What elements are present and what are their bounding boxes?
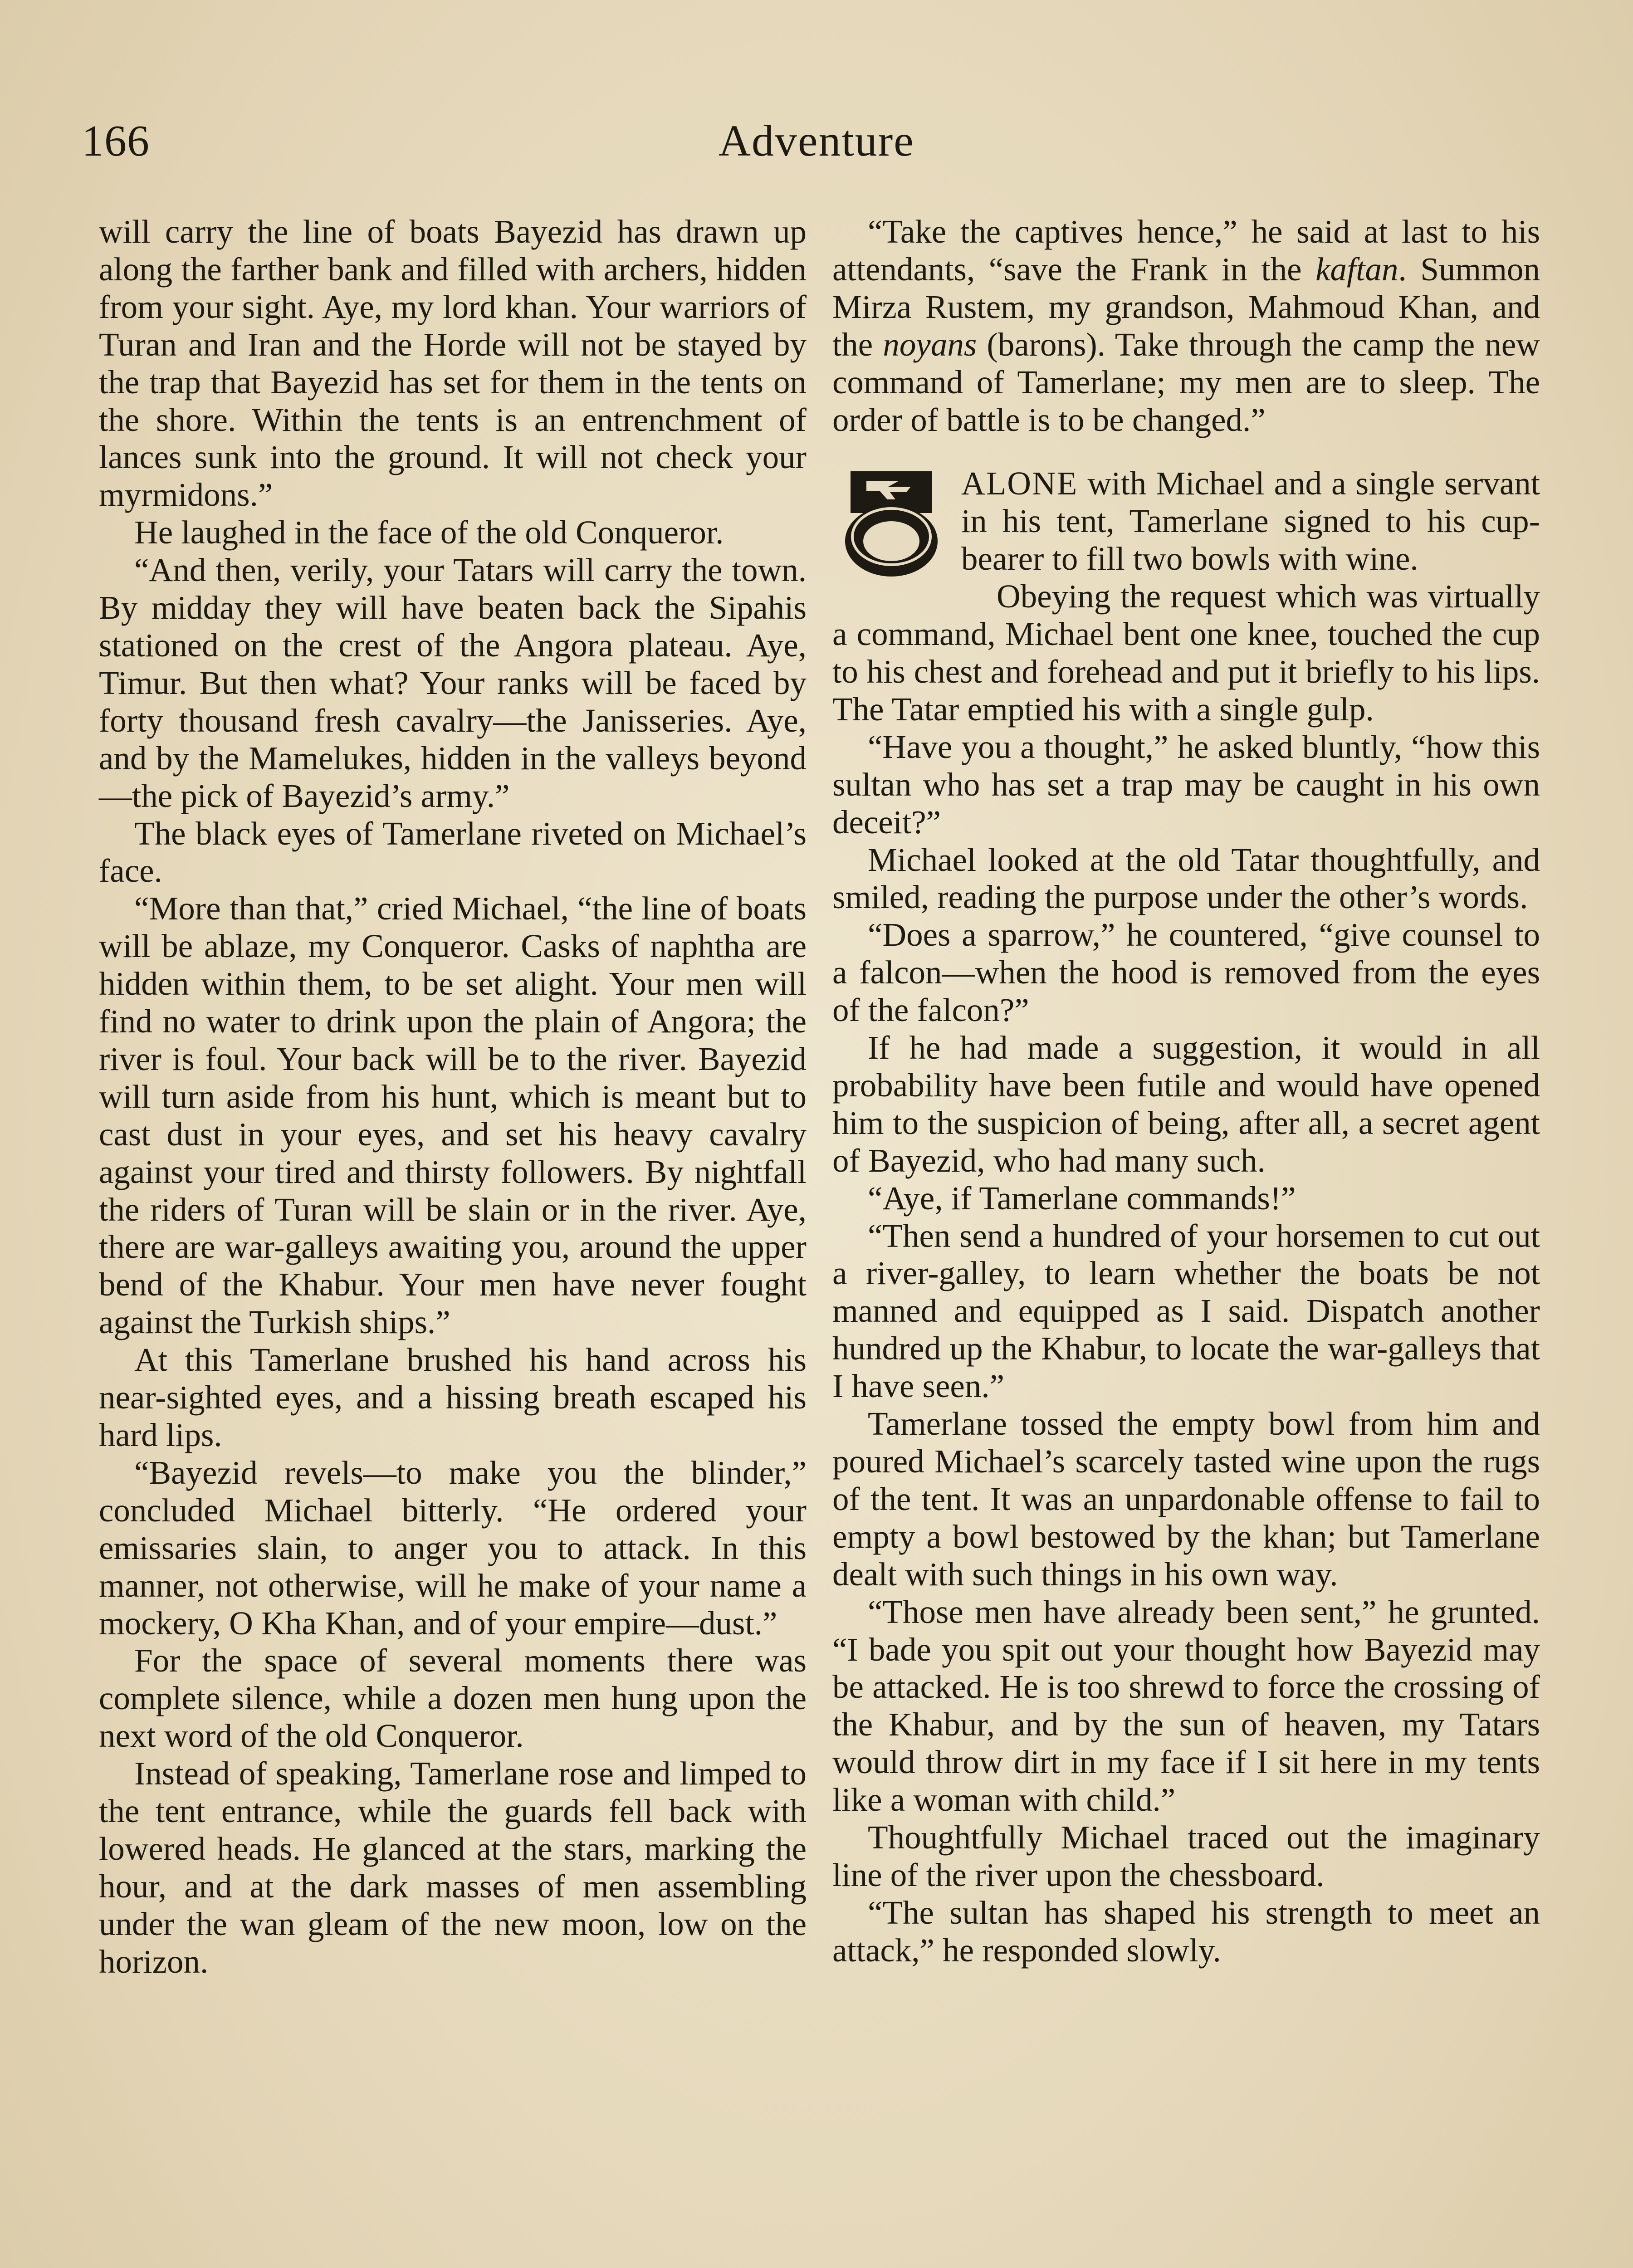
paragraph: At this Tamerlane brushed his hand across his near-sighted eyes, and a hissing breath escaped his hard lips. [99, 1341, 807, 1453]
paragraph: “Have you a thought,” he asked bluntly, “how this sultan who has set a trap may be caught in his own deceit?” [832, 728, 1540, 841]
paragraph: “More than that,” cried Michael, “the line of boats will be ablaze, my Conqueror. Casks of naphtha are hidden within them, to be set alight. Your men will find no water to drink upon the plain of Angora; the river is foul. Your back will be to the river. Bayezid will turn aside from his hunt, which is meant but to cast dust in your eyes, and set his heavy cavalry against your tired and thirsty followers. By nightfall the riders of Turan will be slain or in the river. Aye, there are war-galleys awaiting you, around the upper bend of the Khabur. Your men have never fought against the Turkish ships.” [99, 890, 807, 1341]
running-head: Adventure [719, 117, 914, 166]
text-run: with Michael and a single servant in his tent, Tamerlane signed to his cup-bearer to fill two bowls with wine. [961, 465, 1540, 577]
paragraph: will carry the line of boats Bayezid has drawn up along the farther bank and filled with archers, hidden from your sight. Aye, my lord khan. Your warriors of Turan and Iran and the Horde will not be stayed by the trap that Bayezid has set for them in the tents on the shore. Within the tents is an entrenchment of lances sunk into the ground. It will not check your myrmidons.” [99, 213, 807, 513]
paragraph: The black eyes of Tamerlane riveted on Michael’s face. [99, 815, 807, 890]
ring-ornament-icon [832, 469, 950, 581]
page-number: 166 [82, 117, 150, 166]
paragraph: “Those men have already been sent,” he grunted. “I bade you spit out your thought how Bayezid may be attacked. He is too shrewd to force the crossing of the Khabur, and by the sun of heaven, my Tatars would throw dirt in my face if I sit here in my tents like a woman with child.” [832, 1593, 1540, 1818]
paragraph: For the space of several moments there was complete silence, while a dozen men hung upon the next word of the old Conqueror. [99, 1642, 807, 1755]
italic-term: kaftan [1315, 250, 1398, 288]
paragraph: “Does a sparrow,” he countered, “give counsel to a falcon—when the hood is removed from the eyes of the falcon?” [832, 916, 1540, 1029]
text-run: (barons). Take through the camp the new command of Tamerlane; my men are to sleep. The order of battle is to be changed.” [832, 326, 1540, 438]
text-run: “Take the captives hence,” he said at last to his attendants, “save the Frank in the [832, 213, 1540, 288]
section-opening-word: ALONE [961, 465, 1078, 502]
paragraph: “Aye, if Tamerlane commands!” [868, 1179, 1296, 1217]
section-start [832, 465, 1540, 578]
paragraph: “Bayezid revels—to make you the blinder,” concluded Michael bitterly. “He ordered your emissaries slain, to anger you to attack. In this manner, not otherwise, will he make of your name a mockery, O Kha Khan, and of your empire—dust.” [99, 1454, 807, 1642]
paragraph: He laughed in the face of the old Conqueror. [134, 514, 724, 551]
paragraph: Thoughtfully Michael traced out the imaginary line of the river upon the chessboard. [832, 1819, 1540, 1893]
right-column [832, 213, 1540, 1970]
text-run: . Summon Mirza Rustem, my grandson, Mahmoud Khan, and the [832, 250, 1540, 363]
paragraph: If he had made a suggestion, it would in all probability have been futile and would have opened him to the suspicion of being, after all, a secret agent of Bayezid, who had many such. [832, 1029, 1540, 1179]
paragraph: Tamerlane tossed the empty bowl from him and poured Michael’s scarcely tasted wine upon the rugs of the tent. It was an unpardonable offense to fail to empty a bowl bestowed by the khan; but Tamerlane dealt with such things in his own way. [832, 1405, 1540, 1593]
paragraph: Obeying the request which was virtually a command, Michael bent one knee, touched the cup to his chest and forehead and put it briefly to his lips. The Tatar emptied his with a single gulp. [832, 578, 1540, 728]
paragraph: “Then send a hundred of your horsemen to cut out a river-galley, to learn whether the boats be not manned and equipped as I said. Dispatch another hundred up the Khabur, to locate the war-galleys that I have seen.” [832, 1217, 1540, 1405]
italic-term: noyans [883, 326, 977, 363]
left-column [99, 213, 807, 1981]
paragraph: Instead of speaking, Tamerlane rose and limped to the tent entrance, while the guards fell back with lowered heads. He glanced at the stars, marking the hour, and at the dark masses of men assembling under the wan gleam of the new moon, low on the horizon. [99, 1755, 807, 1980]
paragraph: Michael looked at the old Tatar thoughtfully, and smiled, reading the purpose under the other’s words. [832, 841, 1540, 916]
paragraph [832, 213, 1540, 439]
page-header [0, 116, 1633, 170]
paragraph: “And then, verily, your Tatars will carry the town. By midday they will have beaten back the Sipahis stationed on the crest of the Angora plateau. Aye, Timur. But then what? Your ranks will be faced by forty thousand fresh cavalry—the Janisseries. Aye, and by the Mamelukes, hidden in the valleys beyond—the pick of Bayezid’s army.” [99, 552, 807, 814]
paragraph: “The sultan has shaped his strength to meet an attack,” he responded slowly. [832, 1894, 1540, 1969]
